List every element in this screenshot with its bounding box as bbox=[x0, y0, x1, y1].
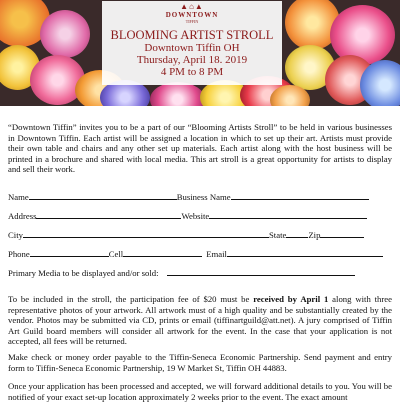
primary-media-row bbox=[8, 267, 392, 279]
zip-field[interactable] bbox=[320, 229, 364, 238]
fee-text-1: To be included in the stroll, the participation fee of $20 must be bbox=[8, 294, 254, 304]
cell-field[interactable] bbox=[123, 248, 202, 257]
name-field[interactable] bbox=[29, 191, 177, 200]
logo-mark: ▲⌂▲ bbox=[180, 2, 204, 11]
website-label: Website bbox=[181, 211, 210, 221]
business-name-label: Business Name bbox=[176, 192, 231, 202]
business-name-field[interactable] bbox=[231, 191, 369, 200]
payment-paragraph: Make check or money order payable to the Tiffin-Seneca Economic Partnership. Send payment and entry form to Tiffin-Seneca Economic Partnership, 19 W Market St, Tiffin OH 44883. bbox=[8, 352, 392, 373]
website-field[interactable] bbox=[209, 210, 367, 219]
email-field[interactable] bbox=[227, 248, 383, 257]
fee-deadline: received by April 1 bbox=[253, 294, 329, 304]
downtown-tiffin-logo bbox=[162, 3, 222, 27]
cell-label: Cell bbox=[108, 249, 124, 259]
final-paragraph: Once your application has been processed and accepted, we will forward additional details to you. You will be notified of your exact set-up location approximately 2 weeks prior to the event. The exact amount bbox=[8, 381, 392, 402]
primary-media-field[interactable] bbox=[167, 267, 355, 276]
city-row bbox=[8, 229, 392, 241]
flower-banner bbox=[0, 0, 400, 106]
logo-word: DOWNTOWN bbox=[165, 11, 219, 19]
fee-text-2: along with three representative photos of your artwork. All artwork must of a high quality and be substantially created by the vendor. Photos may be submitted via CD, prints or email (tiffinartguild@att.net). A jury comprised of Tiffin Art Guild board members will consider all artwork for the event. In the case that your application is not accepted, all fees will be returned. bbox=[8, 294, 393, 347]
phone-row bbox=[8, 248, 392, 260]
zip-label: Zip bbox=[308, 230, 321, 240]
event-time: 4 PM to 8 PM bbox=[160, 66, 224, 78]
city-label: City bbox=[8, 230, 23, 240]
event-date: Thursday, April 18. 2019 bbox=[136, 54, 248, 66]
primary-media-label: Primary Media to be displayed and/or sold: bbox=[8, 268, 159, 278]
address-row bbox=[8, 210, 392, 222]
name-label: Name bbox=[8, 192, 29, 202]
address-field[interactable] bbox=[36, 210, 181, 219]
fee-paragraph bbox=[8, 294, 392, 347]
email-label: Email bbox=[206, 249, 227, 259]
name-row bbox=[8, 191, 392, 203]
title-panel bbox=[102, 1, 282, 85]
address-label: Address bbox=[8, 211, 37, 221]
city-field[interactable] bbox=[23, 229, 269, 238]
event-location: Downtown Tiffin OH bbox=[144, 42, 240, 54]
state-field[interactable] bbox=[286, 229, 308, 238]
logo-sub: TIFFIN bbox=[185, 19, 199, 24]
event-title: BLOOMING ARTIST STROLL bbox=[110, 28, 274, 42]
intro-paragraph: “Downtown Tiffin” invites you to be a part of our “Blooming Artists Stroll” to be held in various businesses in Downtown Tiffin. Each artist will be assigned a location in which to set up their art. Artists must provide their own table and chairs and any other set up materials. Each artist along with the host business will be printed in a brochure and shared with local media. This art stroll is a great opportunity for artists to display and sell their work. bbox=[8, 122, 392, 175]
phone-label: Phone bbox=[8, 249, 30, 259]
phone-field[interactable] bbox=[30, 248, 109, 257]
state-label: State bbox=[268, 230, 287, 240]
